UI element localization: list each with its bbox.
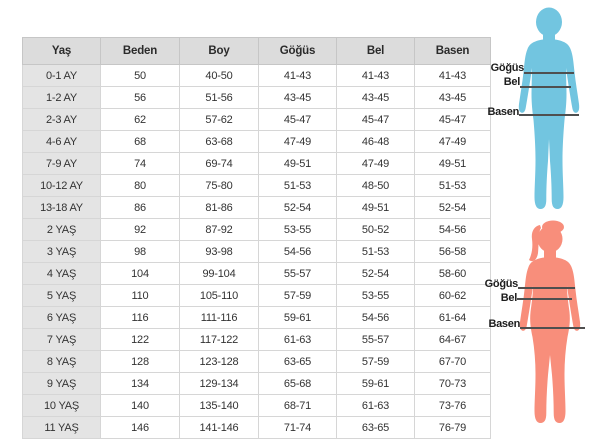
value-cell: 49-51	[415, 153, 491, 175]
value-cell: 51-53	[259, 175, 337, 197]
male-chest-label: Göğüs	[490, 62, 524, 74]
value-cell: 123-128	[180, 351, 259, 373]
value-cell: 61-64	[415, 307, 491, 329]
age-cell: 4 YAŞ	[23, 263, 101, 285]
table-row	[23, 351, 491, 373]
female-body	[520, 257, 580, 423]
value-cell: 104	[101, 263, 180, 285]
value-cell: 146	[101, 417, 180, 439]
value-cell: 63-65	[259, 351, 337, 373]
value-cell: 110	[101, 285, 180, 307]
table-row	[23, 109, 491, 131]
male-waist-line	[520, 86, 571, 88]
value-cell: 52-54	[337, 263, 415, 285]
age-cell: 11 YAŞ	[23, 417, 101, 439]
value-cell: 59-61	[337, 373, 415, 395]
column-header: Göğüs	[259, 38, 337, 65]
column-header: Boy	[180, 38, 259, 65]
age-cell: 3 YAŞ	[23, 241, 101, 263]
size-table	[22, 37, 491, 439]
table-row	[23, 175, 491, 197]
value-cell: 50-52	[337, 219, 415, 241]
value-cell: 41-43	[337, 65, 415, 87]
value-cell: 53-55	[259, 219, 337, 241]
value-cell: 87-92	[180, 219, 259, 241]
value-cell: 69-74	[180, 153, 259, 175]
value-cell: 40-50	[180, 65, 259, 87]
value-cell: 135-140	[180, 395, 259, 417]
age-cell: 2-3 AY	[23, 109, 101, 131]
column-header: Beden	[101, 38, 180, 65]
table-row	[23, 241, 491, 263]
age-cell: 7 YAŞ	[23, 329, 101, 351]
value-cell: 54-56	[337, 307, 415, 329]
value-cell: 129-134	[180, 373, 259, 395]
table-row	[23, 263, 491, 285]
value-cell: 68	[101, 131, 180, 153]
value-cell: 51-56	[180, 87, 259, 109]
value-cell: 52-54	[415, 197, 491, 219]
value-cell: 48-50	[337, 175, 415, 197]
value-cell: 141-146	[180, 417, 259, 439]
value-cell: 122	[101, 329, 180, 351]
female-hip-line	[520, 327, 585, 329]
value-cell: 63-65	[337, 417, 415, 439]
value-cell: 47-49	[337, 153, 415, 175]
age-cell: 6 YAŞ	[23, 307, 101, 329]
column-header: Bel	[337, 38, 415, 65]
male-hip-line	[519, 114, 579, 116]
female-head	[538, 226, 563, 253]
column-header: Yaş	[23, 38, 101, 65]
value-cell: 41-43	[415, 65, 491, 87]
value-cell: 56	[101, 87, 180, 109]
value-cell: 80	[101, 175, 180, 197]
value-cell: 54-56	[415, 219, 491, 241]
value-cell: 55-57	[337, 329, 415, 351]
value-cell: 57-62	[180, 109, 259, 131]
value-cell: 73-76	[415, 395, 491, 417]
age-cell: 9 YAŞ	[23, 373, 101, 395]
value-cell: 49-51	[259, 153, 337, 175]
female-waist-label: Bel	[500, 292, 517, 304]
value-cell: 62	[101, 109, 180, 131]
value-cell: 99-104	[180, 263, 259, 285]
value-cell: 128	[101, 351, 180, 373]
male-chest-line	[524, 72, 574, 74]
value-cell: 57-59	[259, 285, 337, 307]
female-hip-label: Basen	[488, 318, 520, 330]
value-cell: 71-74	[259, 417, 337, 439]
value-cell: 93-98	[180, 241, 259, 263]
female-silhouette	[500, 219, 597, 441]
value-cell: 41-43	[259, 65, 337, 87]
value-cell: 67-70	[415, 351, 491, 373]
value-cell: 74	[101, 153, 180, 175]
table-row	[23, 65, 491, 87]
value-cell: 81-86	[180, 197, 259, 219]
value-cell: 56-58	[415, 241, 491, 263]
value-cell: 49-51	[337, 197, 415, 219]
value-cell: 53-55	[337, 285, 415, 307]
value-cell: 105-110	[180, 285, 259, 307]
value-cell: 47-49	[415, 131, 491, 153]
table-row	[23, 329, 491, 351]
table-row	[23, 219, 491, 241]
table-row	[23, 395, 491, 417]
value-cell: 50	[101, 65, 180, 87]
age-cell: 8 YAŞ	[23, 351, 101, 373]
value-cell: 98	[101, 241, 180, 263]
age-cell: 13-18 AY	[23, 197, 101, 219]
value-cell: 45-47	[415, 109, 491, 131]
value-cell: 61-63	[259, 329, 337, 351]
female-chest-line	[518, 287, 575, 289]
value-cell: 51-53	[415, 175, 491, 197]
value-cell: 63-68	[180, 131, 259, 153]
table-row	[23, 373, 491, 395]
table-body	[23, 65, 491, 439]
value-cell: 75-80	[180, 175, 259, 197]
value-cell: 57-59	[337, 351, 415, 373]
value-cell: 45-47	[259, 109, 337, 131]
value-cell: 43-45	[337, 87, 415, 109]
value-cell: 76-79	[415, 417, 491, 439]
table-row	[23, 197, 491, 219]
value-cell: 70-73	[415, 373, 491, 395]
age-cell: 10-12 AY	[23, 175, 101, 197]
column-header: Basen	[415, 38, 491, 65]
value-cell: 52-54	[259, 197, 337, 219]
value-cell: 65-68	[259, 373, 337, 395]
age-cell: 4-6 AY	[23, 131, 101, 153]
value-cell: 43-45	[415, 87, 491, 109]
value-cell: 117-122	[180, 329, 259, 351]
table-row	[23, 87, 491, 109]
male-hip-label: Basen	[487, 106, 519, 118]
age-cell: 1-2 AY	[23, 87, 101, 109]
value-cell: 51-53	[337, 241, 415, 263]
value-cell: 59-61	[259, 307, 337, 329]
age-cell: 10 YAŞ	[23, 395, 101, 417]
value-cell: 61-63	[337, 395, 415, 417]
value-cell: 60-62	[415, 285, 491, 307]
value-cell: 140	[101, 395, 180, 417]
value-cell: 47-49	[259, 131, 337, 153]
value-cell: 92	[101, 219, 180, 241]
value-cell: 64-67	[415, 329, 491, 351]
value-cell: 86	[101, 197, 180, 219]
age-cell: 7-9 AY	[23, 153, 101, 175]
male-waist-label: Bel	[503, 76, 520, 88]
table-header-row	[23, 38, 491, 65]
age-cell: 0-1 AY	[23, 65, 101, 87]
value-cell: 46-48	[337, 131, 415, 153]
table-row	[23, 417, 491, 439]
value-cell: 55-57	[259, 263, 337, 285]
value-cell: 43-45	[259, 87, 337, 109]
value-cell: 58-60	[415, 263, 491, 285]
age-cell: 5 YAŞ	[23, 285, 101, 307]
age-cell: 2 YAŞ	[23, 219, 101, 241]
table-row	[23, 285, 491, 307]
table-row	[23, 131, 491, 153]
male-body	[519, 39, 579, 209]
value-cell: 134	[101, 373, 180, 395]
female-waist-line	[517, 298, 572, 300]
table-row	[23, 153, 491, 175]
value-cell: 54-56	[259, 241, 337, 263]
value-cell: 68-71	[259, 395, 337, 417]
female-chest-label: Göğüs	[484, 278, 518, 290]
table-row	[23, 307, 491, 329]
value-cell: 116	[101, 307, 180, 329]
value-cell: 45-47	[337, 109, 415, 131]
value-cell: 111-116	[180, 307, 259, 329]
